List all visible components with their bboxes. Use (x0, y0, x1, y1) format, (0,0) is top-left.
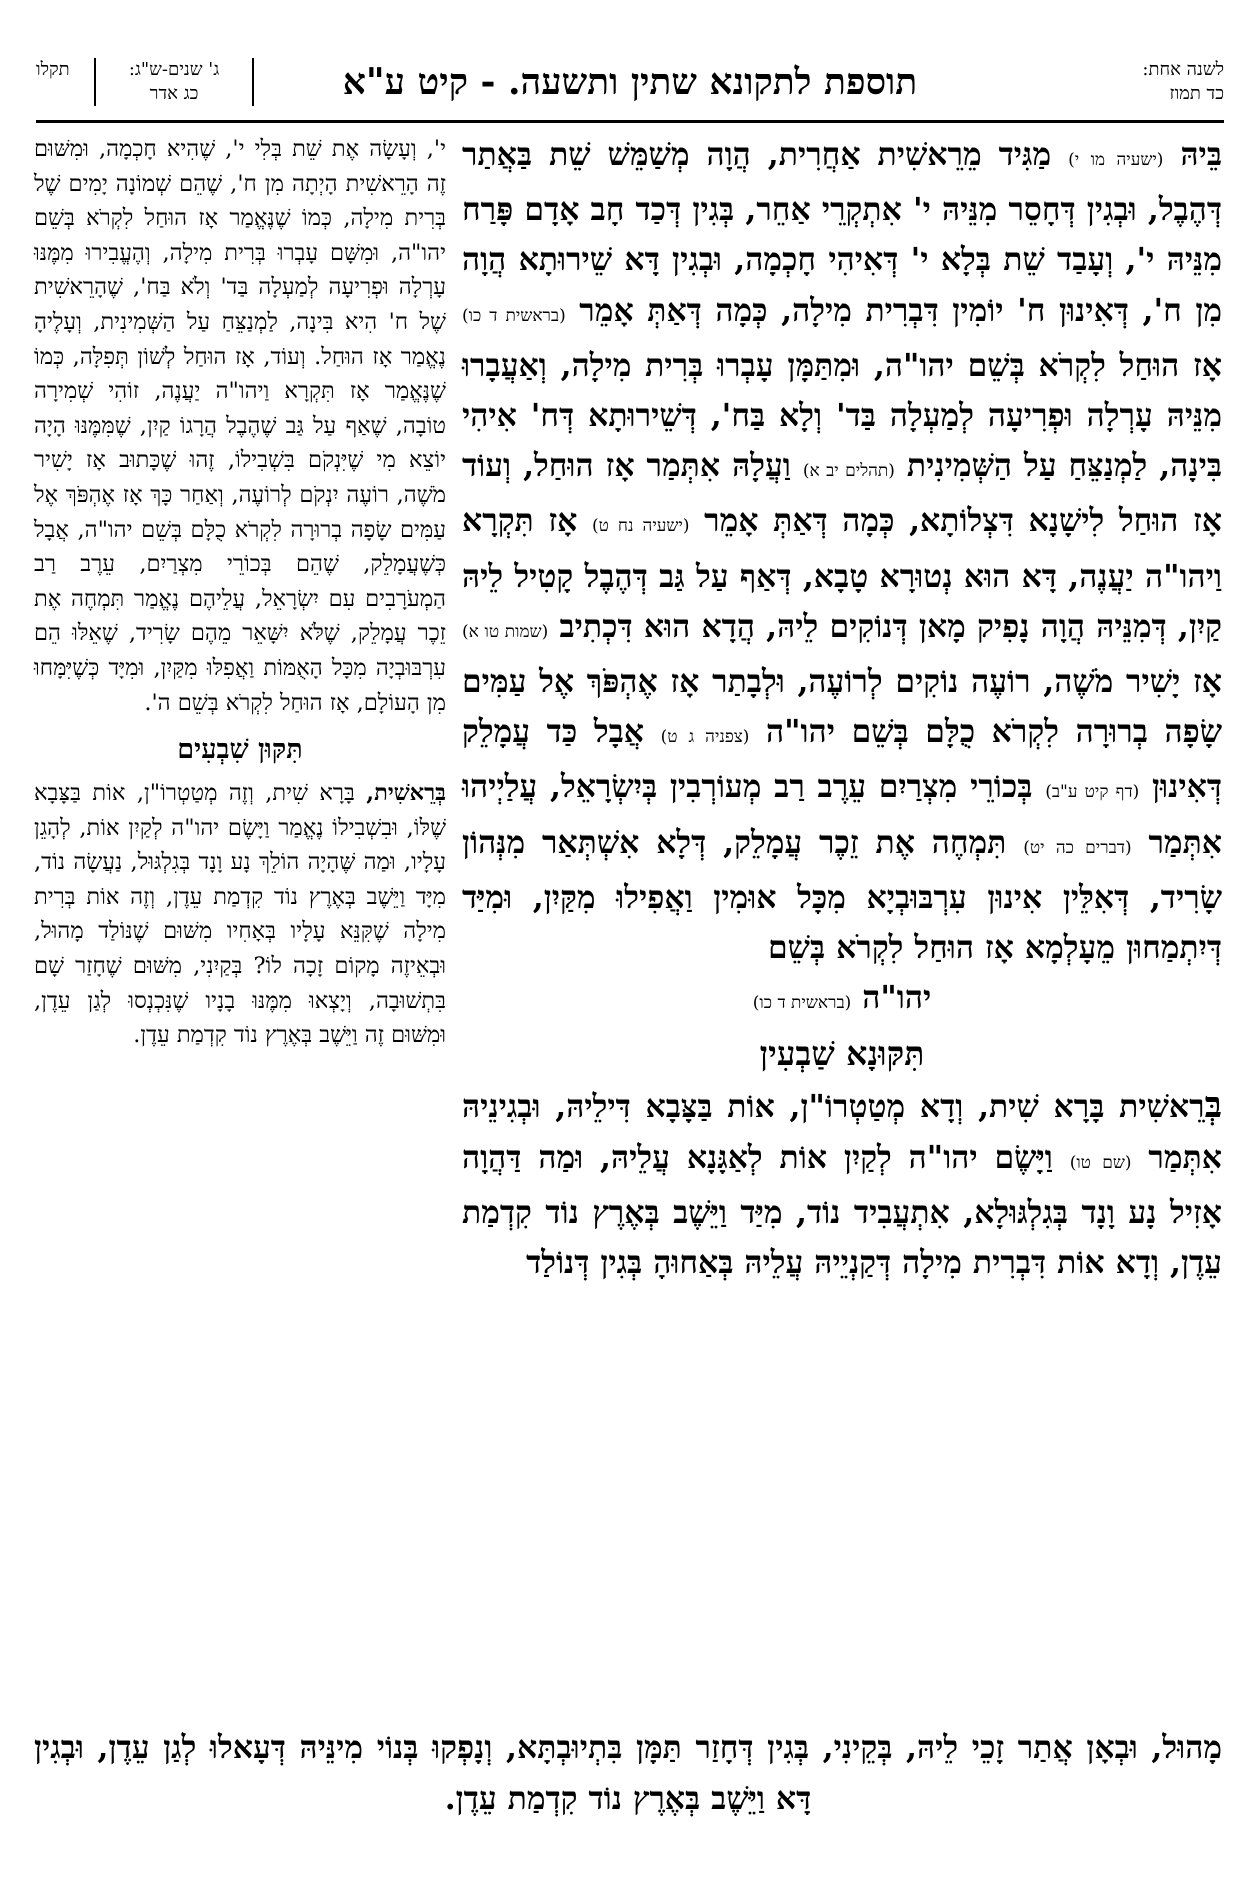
verse-reference: (תהלים יב א) (802, 461, 895, 482)
main-text: אָז יָשִׁיר מֹשֶׁה, רוֹעֶה נוֹקִים לְרוֹעֶה, וּלְבָתַר אָז אֶהְפֹּךְ אֶל עַמִּים שָׂפָה בְרוּרָה לִקְרֹא כֻלָּם בְּשֵׁם יהו"ה (462, 663, 1223, 751)
main-text: בֵּיהּ (1180, 136, 1222, 173)
main-paragraph-section-70 (462, 1080, 1222, 1288)
page-number: תקלו (36, 59, 70, 80)
bottom-paragraph: מָהוּל, וּבְאָן אֲתַר זָכֵי לֵיהּ, בְּקֵינִי, בְּגִין דְּחָזַר תַּמָּן בִּתְיוּבְתָּא, וְנָפְקוּ בְּנוֹי מִינֵּיהּ דְּעָאלוּ לְגַן עֵדֶן, וּבְגִין דָּא וַיֵּשֶׁב בְּאֶרֶץ נוֹד קִדְמַת עֵדֶן. (34, 1729, 1222, 1817)
header-schedule-box-label: ג' שנים-ש"ג: (128, 59, 220, 80)
side-text: בָּרָא שִׁית, וְזֶה מְטַטְרוֹ"ן, אוֹת בַּצָּבָא שֶׁלּוֹ, וּבִשְׁבִילוֹ נֶאֱמַר וַיָּשֶׂם יהו"ה לְקַיִן אוֹת, לְהָגֵן עָלָיו, וּמַה שֶּׁהָיָה הוֹלֵךְ נָע וָנָד בְּגִלְגּוּל, נַעֲשָׂה נוֹד, מִיָּד וַיֵּשֶׁב בְּאֶרֶץ נוֹד קִדְמַת עֵדֶן, וְזֶה אוֹת בְּרִית מִילָה שֶׁקִּנֵּא עָלָיו בְּאָחִיו מִשּׁוּם שֶׁנּוֹלַד מָהוּל, וּבְאֵיזֶה מָקוֹם זָכָה לוֹ? בְּקַיִנִי, מִשּׁוּם שֶׁחָזַר שָׁם בִּתְשׁוּבָה, וְיָצְאוּ מִמֶּנּוּ בָנָיו שֶׁנִּכְנְסוּ לְגַן עֵדֶן, וּמִשּׁוּם זֶה וַיֵּשֶׁב בְּאֶרֶץ נוֹד קִדְמַת עֵדֶן. (34, 780, 446, 1049)
main-text: וַעֲלָהּ אִתְּמַר אָז הוּחַל, וְעוֹד אָז הוּחַל לִישָׁנָא דִּצְלוֹתָא, כְּמָה דְּאַתְּ אָמֵר (462, 447, 1223, 540)
verse-reference: (בראשית ד כו) (462, 305, 566, 326)
main-text: אָז תִּקְרָא וַיהו"ה יַעֲנֶה, דָּא הוּא נְטוּרָא טָבָא, דְּאַף עַל גַּב דְּהֶבֶל קָטִיל לֵיהּ קַיִן, דְּמִנֵּיהּ הֲוָה נָפִיק מָאן דְּנוֹקִים לֵיהּ, הֲדָא הוּא דִּכְתִיב (462, 502, 1222, 645)
header-schedule-one-year (1044, 58, 1224, 106)
main-text: מַגִּיד מֵרֵאשִׁית אַחֲרִית, הֲוָה מְשַׁמֵּשׁ שֵׁת בַּאֲתַר דְּהֶבֶל, וּבְגִין דְּחָסֵר מִנֵּיהּ י' אִתְקְרֵי אַחֵר, בְּגִין דְּכַד חָב אָדָם פָּרַח מִנֵּיהּ י', וְעָבַד שֵׁת בְּלָא י' דְּאִיהִי חָכְמָה, וּבְגִין דָּא שֵׁירוּתָא הֲוָה מִן ח', דְּאִינוּן ח' יוֹמִין דִּבְרִית מִילָה, כְּמָה דְּאַתְּ אָמֵר (462, 136, 1223, 329)
main-text: תִּמְחֶה אֶת זֵכֶר עֲמָלֵק, דְּלָא אִשְׁתְּאַר מִנְּהוֹן שָׂרִיד, דְּאִלֵּין אִינוּן עִרְבּוּבְיָא מִכָּל אוּמִין וַאֲפִילוּ מִקַּיִן, וּמִיַּד דְּיִתְמַחוּן מֵעָלְמָא אָז הוּחַל לִקְרֹא בְּשֵׁם (462, 823, 1222, 967)
main-text: וַיָּשֶׂם יהו"ה לְקַיִן אוֹת לְאַגָּנָא עֲלֵיהּ, וּמַה דַּהֲוָה אָזִיל נָע וָנָד בְּגִלְגּוּלָא, אִתְעֲבִיד נוֹד, מִיַּד וַיֵּשֶׁב בְּאֶרֶץ נוֹד קִדְמַת עֵדֶן, וְדָא אוֹת דִּבְרִית מִילָה דְּקַנְיֵיהּ עֲלֵיהּ בְּאַחוּהָ בְּגִין דְּנוֹלַד (462, 1138, 1222, 1282)
verse-reference: (שם טו) (1069, 1152, 1132, 1173)
side-paragraph: י', וְעָשָׂה אֶת שֵׁת בְּלִי י', שֶׁהִיא חָכְמָה, וּמִשּׁוּם זֶה הָרֵאשִׁית הָיְתָה מִן ח', שֶׁהֵם שְׁמוֹנָה יָמִים שֶׁל בְּרִית מִילָה, כְּמוֹ שֶׁנֶּאֱמַר אָז הוּחַל לִקְרֹא בְּשֵׁם יהו"ה, וּמִשָּׁם עָבְרוּ בְּרִית מִילָה, וְהֶעֱבִירוּ מִמֶּנּוּ עָרְלָה וּפְרִיעָה לְמַעְלָה בַּד' וְלֹא בַּח', שֶׁהָרֵאשִׁית שֶׁל ח' הִיא בִּינָה, לַמְנַצֵּחַ עַל הַשְּׁמִינִית, וְעָלֶיהָ נֶאֱמַר אָז הוּחַל. וְעוֹד, אָז הוּחַל לְשׁוֹן תְּפִלָּה, כְּמוֹ שֶׁנֶּאֱמַר אָז תִּקְרָא וַיהו"ה יַעֲנֶה, זוֹהִי שְׁמִירָה טוֹבָה, שֶׁאַף עַל גַּב שֶׁהֶבֶל הֲרָגוֹ קַיִן, שֶׁמִּמֶּנּוּ הָיָה יוֹצֵא מִי שֶׁיִּנְקֹם בִּשְׁבִילוֹ, זֶהוּ שֶׁכָּתוּב אָז יָשִׁיר מֹשֶׁה, רוֹעֶה יִנְקֹם לְרוֹעֶה, וְאַחַר כָּךְ אָז אֶהְפֹּךְ אֶל עַמִּים שָׂפָה בְרוּרָה לִקְרֹא כֻלָּם בְּשֵׁם יהו"ה, אֲבָל כְּשֶׁעֲמָלֵק, שֶׁהֵם בְּכוֹרֵי מִצְרַיִם, עֵרֶב רַב הַמְעֹרָבִים עִם יִשְׂרָאֵל, עֲלֵיהֶם נֶאֱמַר תִּמְחֶה אֶת זֵכֶר עֲמָלֵק, שֶׁלֹּא יִשָּׁאֵר מֵהֶם שָׂרִיד, שֶׁאֵלּוּ הֵם עִרְבּוּבְיָה מִכָּל הָאֻמּוֹת וַאֲפִלּוּ מִקַּיִן, וּמִיָּד כְּשֶׁיִּמָּחוּ מִן הָעוֹלָם, אָז הוּחַל לִקְרֹא בְּשֵׁם ה'. (34, 136, 446, 716)
verse-reference: (בראשית ד כו) (752, 993, 852, 1014)
header-schedule-date: כד תמוז (1169, 83, 1224, 104)
header-divider (36, 120, 1224, 123)
running-header (36, 58, 1224, 118)
main-text: אֲבָל כַּד עֲמָלֵק דְּאִינוּן (462, 713, 1222, 806)
lead-letter: בְּ (1204, 1084, 1222, 1127)
side-lead-word: בְּרֵאשִׁית, (366, 780, 447, 807)
header-title: תוספת לתקונא שתין ותשעה. - קיט ע"א (342, 61, 918, 103)
header-schedule-box-date: כג אדר (149, 83, 199, 104)
main-text: יהו"ה (862, 979, 932, 1017)
section-title-side: תִּקּוּן שִׁבְעִים (177, 734, 303, 766)
main-closing-line (462, 973, 1222, 1028)
side-column-translation (34, 132, 446, 1053)
main-column-zohar-text (462, 130, 1222, 1288)
header-schedule-label: לשנה אחת: (1142, 59, 1224, 80)
side-paragraph-section-70 (34, 776, 446, 1053)
header-schedule-box (94, 58, 254, 106)
main-text: אָז הוּחַל לִקְרֹא בְּשֵׁם יהו"ה, וּמִתַּמָּן עָבְרוּ בְּרִית מִילָה, וְאַעֲבָרוּ מִנֵּיהּ עָרְלָה וּפְרִיעָה לְמַעְלָה בַּד' וְלָא בַּח', דְּשֵׁירוּתָא דְּח' אִיהִי בִּינָה, לַמְנַצֵּחַ עַל הַשְּׁמִינִית (462, 346, 1223, 485)
verse-reference: (ישעיה מו י) (1068, 150, 1164, 170)
verse-reference: (דברים כה יט) (1023, 837, 1132, 858)
page-reference: (דף קיט ע"ב) (1045, 782, 1140, 803)
main-paragraph (462, 130, 1222, 973)
section-title-main: תִּקּוּנָא שַׁבְעִין (759, 1034, 925, 1074)
main-text: בְּכוֹרֵי מִצְרַיִם עֵרֶב רַב מְעוֹרְבִין בְּיִשְׂרָאֵל, עֲלַיְיהוּ אִתְּמַר (462, 768, 1223, 861)
main-text: רֵאשִׁית בָּרָא שִׁית, וְדָא מְטַטְרוֹ"ן, אוֹת בַּצָּבָא דִּילֵיהּ, וּבְגִינֵיהּ אִתְּמַר (462, 1088, 1223, 1176)
bottom-full-width-text (34, 1722, 1222, 1824)
verse-reference: (ישעיה נח ט) (591, 516, 690, 537)
verse-reference: (שמות טו א) (462, 621, 549, 642)
verse-reference: (צפניה ג ט) (660, 727, 750, 748)
